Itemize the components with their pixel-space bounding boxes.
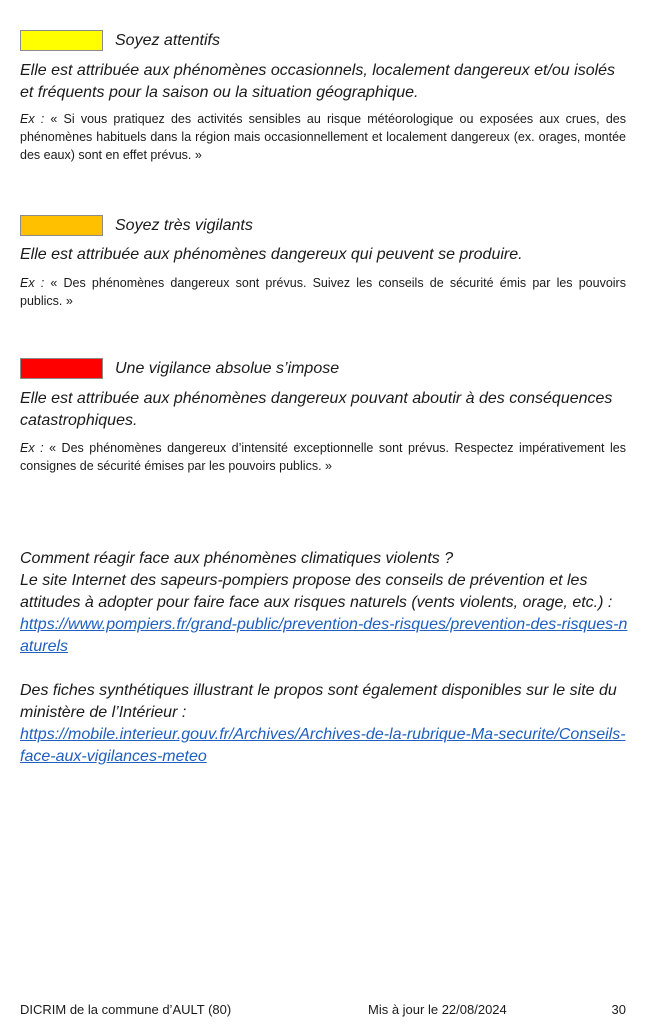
spacer bbox=[20, 658, 628, 680]
fiches-text: Des fiches synthétiques illustrant le propos sont également disponibles sur le site du ministère de l’Intérieur : bbox=[20, 682, 617, 721]
red-swatch bbox=[20, 358, 103, 379]
page-number: 30 bbox=[611, 1002, 626, 1017]
example-text: « Des phénomènes dangereux sont prévus. Suivez les conseils de sécurité émis par les pouvoirs publics. » bbox=[20, 276, 626, 308]
interieur-link[interactable]: https://mobile.interieur.gouv.fr/Archives/Archives-de-la-rubrique-Ma-securite/Conseils-face-aux-vigilances-meteo bbox=[20, 726, 626, 765]
example-label: Ex : bbox=[20, 441, 44, 455]
footer-update-date: Mis à jour le 22/08/2024 bbox=[368, 1002, 507, 1017]
orange-swatch bbox=[20, 215, 103, 236]
level-description: Elle est attribuée aux phénomènes dangereux pouvant aboutir à des conséquences catastrophiques. bbox=[20, 390, 613, 429]
level-example bbox=[20, 274, 626, 310]
level-title: Une vigilance absolue s’impose bbox=[115, 360, 340, 377]
pompiers-link[interactable]: https://www.pompiers.fr/grand-public/prevention-des-risques/prevention-des-risques-naturels bbox=[20, 616, 628, 655]
example-label: Ex : bbox=[20, 112, 45, 126]
example-label: Ex : bbox=[20, 276, 45, 290]
footer-document-title: DICRIM de la commune d’AULT (80) bbox=[20, 1002, 232, 1017]
level-description: Elle est attribuée aux phénomènes dangereux qui peuvent se produire. bbox=[20, 246, 523, 263]
advice-question: Comment réagir face aux phénomènes climatiques violents ? bbox=[20, 550, 454, 567]
advice-intro: Le site Internet des sapeurs-pompiers propose des conseils de prévention et les attitudes à adopter pour faire face aux risques naturels (vents violents, orage, etc.) : bbox=[20, 572, 613, 611]
advice-section bbox=[20, 548, 628, 768]
level-description: Elle est attribuée aux phénomènes occasionnels, localement dangereux et/ou isolés et fréquents pour la saison ou la situation géographique. bbox=[20, 62, 616, 101]
level-title: Soyez très vigilants bbox=[115, 217, 253, 234]
level-title: Soyez attentifs bbox=[115, 32, 220, 49]
example-text: « Si vous pratiquez des activités sensibles au risque météorologique ou exposées aux crues, des phénomènes habituels dans la région mais occasionnellement et localement dangereux (ex. orages, montée des eaux) sont en effet prévus. » bbox=[20, 112, 626, 162]
level-example bbox=[20, 110, 626, 164]
example-text: « Des phénomènes dangereux d’intensité exceptionnelle sont prévus. Respectez impérativement les consignes de sécurité émises par les pouvoirs publics. » bbox=[20, 441, 626, 473]
yellow-swatch bbox=[20, 30, 103, 51]
level-example bbox=[20, 439, 626, 475]
